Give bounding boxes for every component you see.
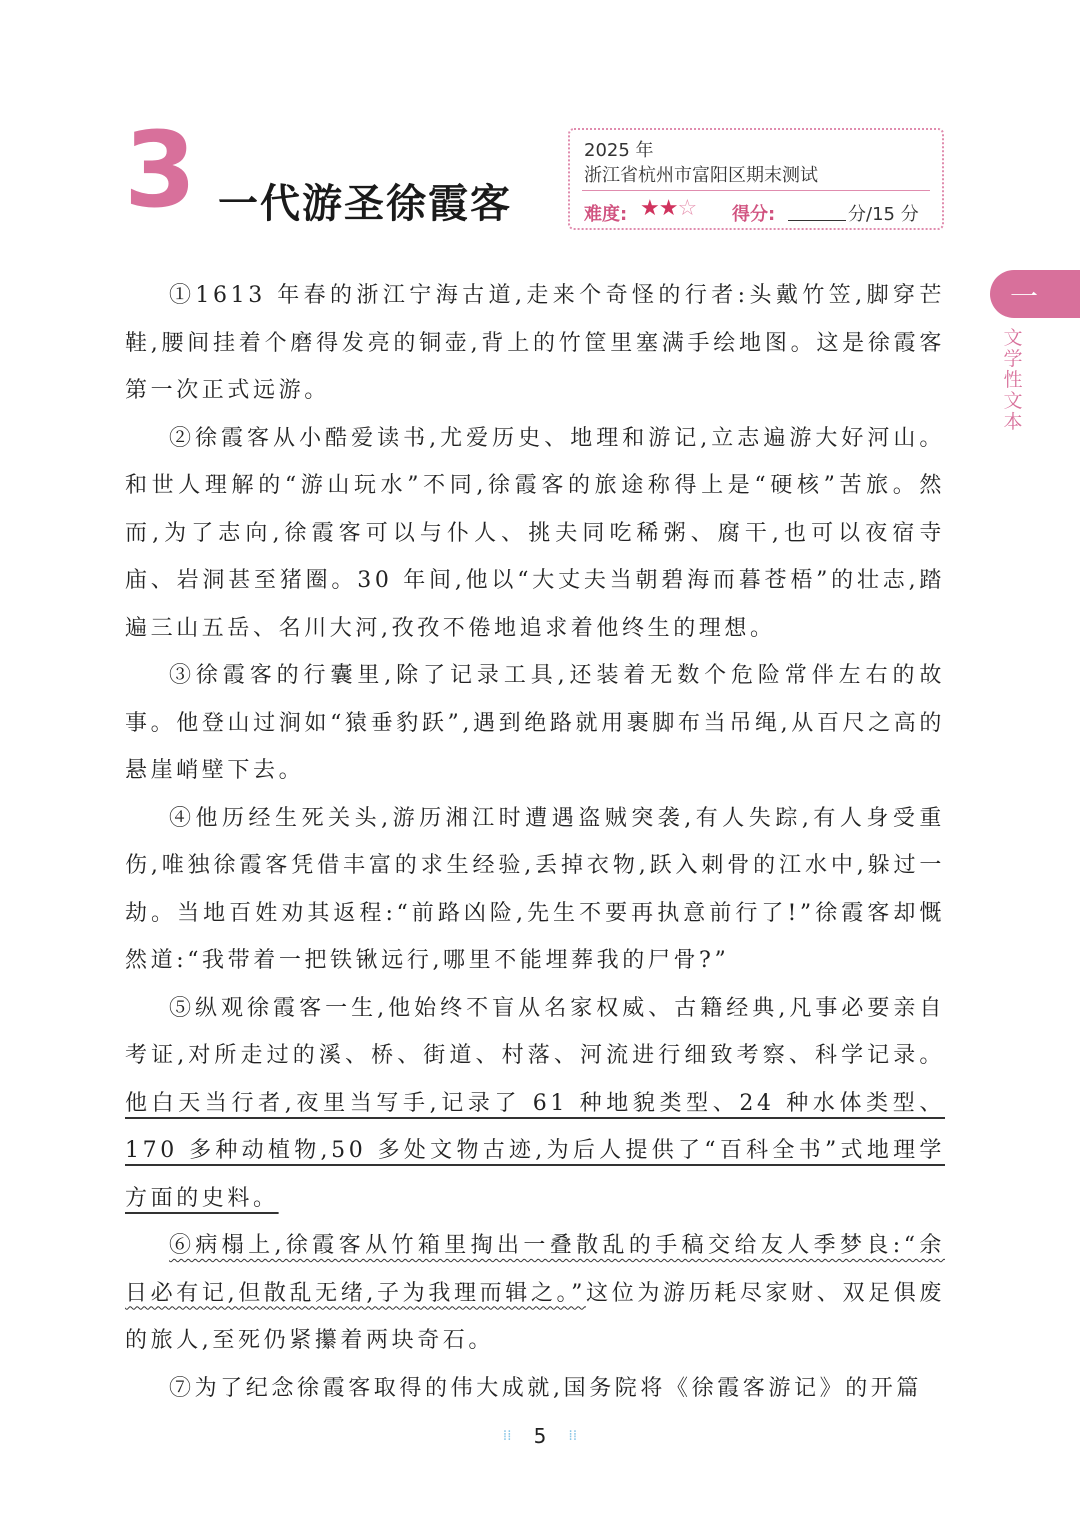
paragraph-3: ③徐霞客的行囊里,除了记录工具,还装着无数个危险常伴左右的故事。他登山过涧如“猿垂豹跃”,遇到绝路就用裹脚布当吊绳,从百尺之高的悬崖峭壁下去。 (125, 663, 945, 783)
footer-left-ornament: ⁞⁞ (502, 1428, 512, 1444)
exam-year: 2025 年 (584, 140, 654, 161)
info-divider (582, 190, 930, 191)
score-label: 得分: (732, 204, 776, 225)
exam-source: 浙江省杭州市富阳区期末测试 (584, 165, 818, 186)
score-blank[interactable] (788, 220, 846, 221)
paragraph-7: ⑦为了纪念徐霞客取得的伟大成就,国务院将《徐霞客游记》的开篇 (169, 1375, 922, 1401)
paragraph-6-text: 这位为游历耗尽家财、双足俱废的旅人,至死仍紧攥着两块奇石。 (125, 1280, 945, 1353)
footer-right-ornament: ⁞⁞ (568, 1428, 578, 1444)
lesson-title: 一代游圣徐霞客 (218, 181, 512, 227)
paragraph-5 (125, 985, 945, 1223)
page-number: 5 (533, 1424, 547, 1448)
section-label: 文学性文本 (1003, 327, 1023, 433)
difficulty-label: 难度: (584, 204, 628, 225)
star-empty-icon: ☆ (677, 196, 697, 221)
star-filled-icon: ★ (658, 196, 678, 221)
star-filled-icon: ★ (640, 196, 659, 221)
paragraph-2: ②徐霞客从小酷爱读书,尤爱历史、地理和游记,立志遍游大好河山。和世人理解的“游山玩水”不同,徐霞客的旅途称得上是“硬核”苦旅。然而,为了志向,徐霞客可以与仆人、挑夫同吃稀粥、腐干,也可以夜宿寺庙、岩洞甚至猪圈。30 年间,他以“大丈夫当朝碧海而暮苍梧”的壮志,踏遍三山五岳、名川大河,孜孜不倦地追求着他终生的理想。 (125, 425, 945, 641)
paragraph-5-text: ⑤纵观徐霞客一生,他始终不盲从名家权威、古籍经典,凡事必要亲自考证,对所走过的溪、桥、街道、村落、河流进行细致考察、科学记录。 (125, 995, 945, 1068)
paragraph-1: ①1613 年春的浙江宁海古道,走来个奇怪的行者:头戴竹笠,脚穿芒鞋,腰间挂着个磨得发亮的铜壶,背上的竹筐里塞满手绘地图。这是徐霞客第一次正式远游。 (125, 283, 945, 403)
article-body (125, 272, 945, 1412)
paragraph-4: ④他历经生死关头,游历湘江时遭遇盗贼突袭,有人失踪,有人身受重伤,唯独徐霞客凭借丰富的求生经验,丢掉衣物,跃入刺骨的江水中,躲过一劫。当地百姓劝其返程:“前路凶险,先生不要再执意前行了!”徐霞客却慨然道:“我带着一把铁锹远行,哪里不能埋葬我的尸骨?” (125, 805, 945, 973)
paragraph-6 (125, 1222, 945, 1365)
page-footer (0, 1424, 1080, 1448)
exam-info-box (568, 128, 944, 230)
score-total: 分/15 分 (848, 204, 919, 225)
wavy-underlined-sentence: ⑥病榻上,徐霞客从竹箱里掏出一叠散乱的手稿交给友人季梦良:“余日必有记,但散乱无绪,子为我理而辑之。” (125, 1233, 945, 1306)
section-tab-mark: 一 (1010, 280, 1039, 313)
difficulty-rating (640, 196, 696, 221)
underlined-sentence: 他白天当行者,夜里当写手,记录了 61 种地貌类型、24 种水体类型、170 多种动植物,50 多处文物古迹,为后人提供了“百科全书”式地理学方面的史料。 (125, 1090, 945, 1211)
lesson-number: 3 (124, 109, 197, 231)
